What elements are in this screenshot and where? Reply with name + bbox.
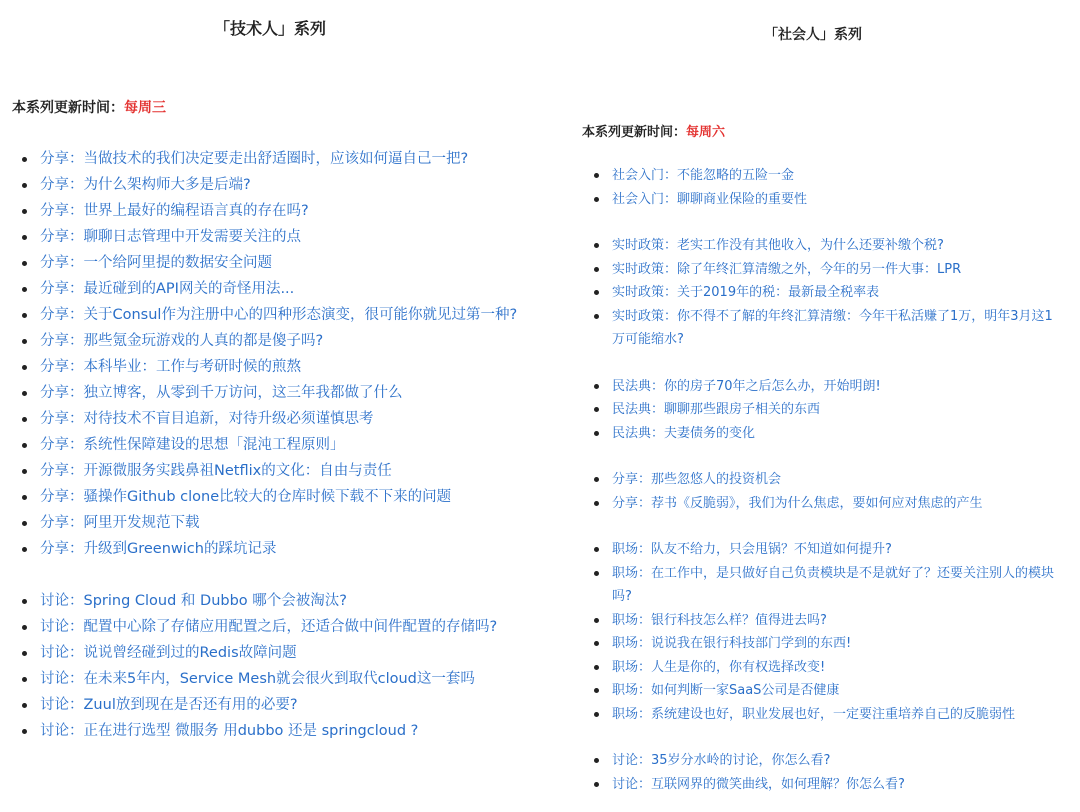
series-title: 「技术人」系列 (214, 19, 327, 38)
article-link[interactable]: 分享：那些氪金玩游戏的人真的都是傻子吗? (18, 328, 548, 354)
article-link[interactable]: 分享：聊聊日志管理中开发需要关注的点 (18, 224, 548, 250)
article-link[interactable]: 讨论：在未来5年内，Service Mesh就会很火到取代cloud这一套吗 (18, 666, 548, 692)
article-link[interactable]: 讨论：说说曾经碰到过的Redis故障问题 (18, 640, 548, 666)
article-link[interactable]: 分享：骚操作Github clone比较大的仓库时候下载不下来的问题 (18, 484, 548, 510)
article-link[interactable]: 职场：银行科技怎么样？值得进去吗? (590, 609, 1060, 633)
article-link[interactable]: 社会入门：聊聊商业保险的重要性 (590, 188, 1060, 212)
article-link[interactable]: 职场：如何判断一家SaaS公司是否健康 (590, 679, 1060, 703)
article-link[interactable]: 实时政策：老实工作没有其他收入，为什么还要补缴个税? (590, 234, 1060, 258)
article-link[interactable]: 分享：系统性保障建设的思想「混沌工程原则」 (18, 432, 548, 458)
article-link[interactable]: 分享：本科毕业：工作与考研时候的煎熬 (18, 354, 548, 380)
article-link[interactable]: 民法典：你的房子70年之后怎么办，开始明朗! (590, 375, 1060, 399)
article-list (18, 146, 548, 744)
article-link[interactable]: 职场：说说我在银行科技部门学到的东西! (590, 632, 1060, 656)
article-link[interactable]: 职场：系统建设也好，职业发展也好，一定要注重培养自己的反脆弱性 (590, 703, 1060, 727)
article-link[interactable]: 分享：对待技术不盲目追新，对待升级必须谨慎思考 (18, 406, 548, 432)
article-link[interactable]: 民法典：夫妻债务的变化 (590, 422, 1060, 446)
article-link[interactable]: 社会入门：不能忽略的五险一金 (590, 164, 1060, 188)
article-link[interactable]: 实时政策：你不得不了解的年终汇算清缴：今年干私活赚了1万，明年3月这1万可能缩水? (590, 305, 1060, 352)
article-link[interactable]: 讨论：互联网界的微笑曲线，如何理解？你怎么看? (590, 773, 1060, 797)
article-link[interactable]: 职场：队友不给力，只会甩锅？不知道如何提升? (590, 538, 1060, 562)
article-link[interactable]: 分享：独立博客，从零到千万访问，这三年我都做了什么 (18, 380, 548, 406)
article-link[interactable]: 分享：阿里开发规范下载 (18, 510, 548, 536)
article-link[interactable]: 实时政策：关于2019年的税：最新最全税率表 (590, 281, 1060, 305)
article-link[interactable]: 讨论：35岁分水岭的讨论，你怎么看? (590, 749, 1060, 773)
article-link[interactable]: 职场：人生是你的，你有权选择改变! (590, 656, 1060, 680)
article-link[interactable]: 分享：当做技术的我们决定要走出舒适圈时，应该如何逼自己一把? (18, 146, 548, 172)
update-schedule (12, 97, 166, 117)
article-link[interactable]: 分享：为什么架构师大多是后端? (18, 172, 548, 198)
article-link[interactable]: 分享：那些忽悠人的投资机会 (590, 468, 1060, 492)
article-link[interactable]: 分享：荐书《反脆弱》，我们为什么焦虑，要如何应对焦虑的产生 (590, 492, 1060, 516)
update-label: 本系列更新时间： (12, 100, 124, 116)
article-link[interactable]: 职场：在工作中，是只做好自己负责模块是不是就好了？还要关注别人的模块吗? (590, 562, 1060, 609)
update-schedule (582, 121, 725, 140)
article-link[interactable]: 分享：一个给阿里提的数据安全问题 (18, 250, 548, 276)
article-link[interactable]: 讨论：正在进行选型 微服务 用dubbo 还是 springcloud ? (18, 718, 548, 744)
article-list (590, 164, 1060, 796)
article-link[interactable]: 民法典：聊聊那些跟房子相关的东西 (590, 398, 1060, 422)
update-day: 每周三 (124, 100, 166, 116)
article-link[interactable]: 实时政策：除了年终汇算清缴之外，今年的另一件大事：LPR (590, 258, 1060, 282)
article-link[interactable]: 讨论：Zuul放到现在是否还有用的必要? (18, 692, 548, 718)
article-link[interactable]: 分享：开源微服务实践鼻祖Netflix的文化：自由与责任 (18, 458, 548, 484)
article-link[interactable]: 分享：关于Consul作为注册中心的四种形态演变，很可能你就见过第一种? (18, 302, 548, 328)
series-title: 「社会人」系列 (764, 27, 862, 43)
article-link[interactable]: 分享：世界上最好的编程语言真的存在吗? (18, 198, 548, 224)
update-label: 本系列更新时间： (582, 125, 687, 140)
article-link[interactable]: 分享：最近碰到的API网关的奇怪用法... (18, 276, 548, 302)
article-link[interactable]: 分享：升级到Greenwich的踩坑记录 (18, 536, 548, 562)
article-link[interactable]: 讨论：配置中心除了存储应用配置之后，还适合做中间件配置的存储吗? (18, 614, 548, 640)
article-link[interactable]: 讨论：Spring Cloud 和 Dubbo 哪个会被淘汰? (18, 588, 548, 614)
update-day: 每周六 (686, 125, 726, 140)
